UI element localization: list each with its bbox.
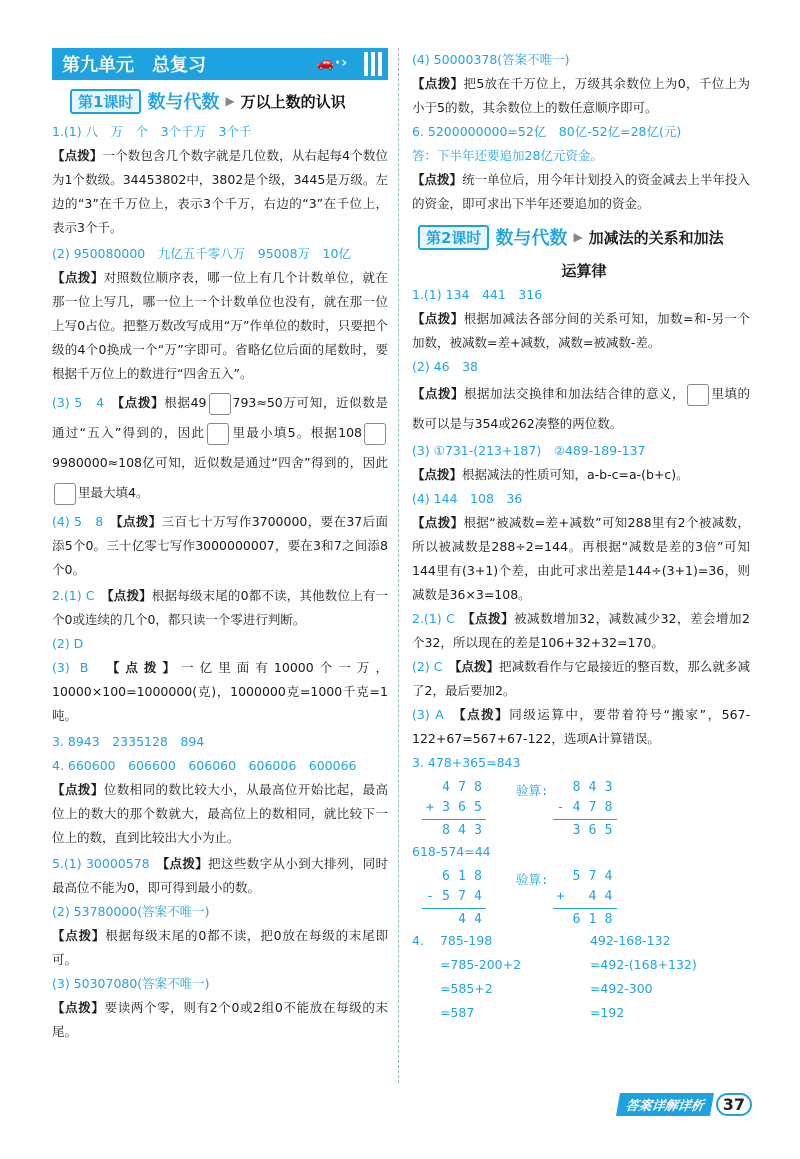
answer-q6-statement: 答：下半年还要追加28亿元资金。: [412, 148, 603, 163]
answer-l2-q3-b: 618-574=44: [412, 844, 491, 859]
answer-l2-q1-4: (4) 144 108 36: [412, 491, 523, 506]
tip-q6: 【点拨】统一单位后，用今年计划投入的资金减去上半年投入的资金，即可求出下半年还要追加的资金。: [412, 172, 750, 211]
simplification-steps: 785-198 492-168-132 =785-200+2 =492-(168+132) =585+2 =492-300 =587 =192: [439, 933, 697, 1020]
tip-q5-4: 【点拨】把5放在千万位上，万级其余数位上为0，千位上为小于5的数，其余数位上的数任意顺序即可。: [412, 76, 750, 115]
tip-l2-q2-1: 2.(1) C 【点拨】被减数增加32，减数减少32，差会增加2个32，所以现在的差是106+32+32=170。: [412, 611, 750, 650]
answer-q4: 4. 660600 606600 606060 606006 600066: [52, 758, 357, 773]
footer-label: 答案详解详析: [616, 1093, 714, 1116]
blank-box: [687, 384, 709, 406]
tip-l2-q1-2: 【点拨】根据加法交换律和加法结合律的意义， 里填的数可以是与354或262凑整的两位数。: [412, 379, 750, 439]
lesson2-subject: 数与代数: [495, 228, 568, 249]
vertical-calc-1: [422, 779, 750, 840]
tip-l2-q2-3: (3) A 【点拨】同级运算中，要带着符号“搬家”，567-122+67=567+67-122，选项A计算错误。: [412, 707, 750, 746]
answer-l2-q4: 4. 785-198 492-168-132 =785-200+2 =492-(168+132) =585+2 =492-300 =587 =192: [412, 929, 750, 1025]
tip-q5-3: 【点拨】要读两个零，则有2个0或2组0不能放在每级的末尾。: [52, 1000, 388, 1039]
page-footer: [618, 1093, 752, 1116]
answer-q1-2: (2) 950080000 九亿五千零八万 95008万 10亿: [52, 246, 351, 261]
blank-box: [54, 483, 76, 505]
answer-q5-3: (3) 50307080(答案不唯一): [52, 976, 210, 991]
answer-l2-q1-2: (2) 46 38: [412, 359, 478, 374]
tip-q4: 【点拨】位数相同的数比较大小，从最高位开始比起，最高位上的数大的那个数就大，最高位上的数相同，就比较下一位上的数，直到比较出大小为止。: [52, 782, 388, 845]
calc-verify-subtraction: 8 4 3 - 4 7 8 3 6 5: [553, 779, 617, 840]
lesson2-tag: 第2课时: [418, 225, 489, 250]
tip-q2-3: (3) B 【点拨】一亿里面有10000个一万，10000×100=1000000(克)，1000000克=1000千克=1吨。: [52, 660, 388, 723]
tip-l2-q1-4: 【点拨】根据“被减数=差+减数”可知288里有2个被减数，所以被减数是288÷2=144。再根据“减数是差的3倍”可知144里有(3+1)个差，由此可求出差是144÷(3+1)=36，则减数是36×3=108。: [412, 515, 750, 602]
tip-q5-2: 【点拨】根据每级末尾的0都不读，把0放在每级的末尾即可。: [52, 928, 388, 967]
triangle-icon: ▶: [225, 94, 235, 108]
tip-q5-1: 5.(1) 30000578 【点拨】把这些数字从小到大排列，同时最高位不能为0，即可得到最小的数。: [52, 856, 388, 895]
calc-addition: 4 7 8 + 3 6 5 8 4 3: [422, 779, 486, 840]
right-column: [412, 48, 750, 1025]
car-icon: 🚗·›: [316, 55, 348, 71]
lesson2-heading: [418, 224, 750, 281]
page-number: 37: [716, 1093, 752, 1116]
tip-q1-4: (4) 5 8 【点拨】三百七十万写作3700000，要在37后面添5个0。三十亿零七写作3000000007，要在3和7之间添8个0。: [52, 514, 388, 577]
lesson1-tag: 第1课时: [70, 89, 141, 114]
verify-label: 验算:: [516, 783, 549, 798]
answer-q5-4: (4) 50000378(答案不唯一): [412, 52, 570, 67]
column-divider: [398, 48, 399, 1083]
tip-l2-q1-3: 【点拨】根据减法的性质可知，a-b-c=a-(b+c)。: [412, 467, 689, 482]
calc-verify-addition: 5 7 4 + 4 4 6 1 8: [553, 868, 617, 929]
lesson2-topic-b: 运算律: [561, 262, 607, 280]
blank-box: [207, 423, 229, 445]
left-column: [52, 48, 388, 1044]
unit-title: 第九单元 总复习: [62, 55, 206, 76]
tip-l2-q1-1: 【点拨】根据加减法各部分间的关系可知，加数=和-另一个加数，被减数=差+减数，减数=被减数-差。: [412, 311, 750, 350]
tip-q1-1: 【点拨】一个数包含几个数字就是几位数，从右起每4个数位为1个数级。34453802中，3802是个级，3445是万级。左边的“3”在千万位上，表示3个千万，右边的“3”在千位上，表示3个千。: [52, 148, 388, 235]
lesson2-topic-a: 加减法的关系和加法: [588, 228, 724, 247]
tip-l2-q2-2: (2) C 【点拨】把减数看作与它最接近的整百数，那么就多减了2，最后要加2。: [412, 659, 750, 698]
answer-q1-1: 1.(1) 八 万 个 3个千万 3个千: [52, 124, 252, 139]
answer-l2-q3-a: 3. 478+365=843: [412, 755, 521, 770]
vertical-calc-2: [422, 868, 750, 929]
lesson1-heading: [70, 88, 388, 114]
calc-subtraction: 6 1 8 - 5 7 4 4 4: [422, 868, 486, 929]
triangle-icon: ▶: [573, 230, 583, 244]
answer-q3: 3. 8943 2335128 894: [52, 734, 205, 749]
answer-q2-2: (2) D: [52, 636, 84, 651]
lesson1-topic: 万以上数的认识: [240, 92, 346, 111]
stripes-decoration: [364, 52, 382, 76]
verify-label: 验算:: [516, 872, 549, 887]
tip-q1-3: (3) 5 4 【点拨】根据49 793≈50万可知，近似数是通过“五入”得到的，因此 里最小填5。根据1089980000≈108亿可知，近似数是通过“四舍”得到的，因此里最大填4。: [52, 388, 388, 508]
tip-q1-2: 【点拨】对照数位顺序表，哪一位上有几个计数单位，就在那一位上写几，哪一位上一个计数单位也没有，就在那一位上写0占位。把整万数改写成用“万”作单位的数时，只要把个级的4个0换成一个“万”字即可。省略亿位后面的尾数时，要根据千万位上的数进行“四舍五入”。: [52, 270, 388, 381]
blank-box: [364, 423, 386, 445]
answer-l2-q1-3: (3) ①731-(213+187) ②489-189-137: [412, 443, 646, 458]
unit-banner: [52, 48, 388, 80]
answer-l2-q1-1: 1.(1) 134 441 316: [412, 287, 543, 302]
answer-q6: 6. 5200000000=52亿 80亿-52亿=28亿(元): [412, 124, 682, 139]
blank-box: [209, 393, 231, 415]
tip-q2-1: 2.(1) C 【点拨】根据每级末尾的0都不读，其他数位上有一个0或连续的几个0，都只读一个零进行判断。: [52, 588, 388, 627]
answer-q5-2: (2) 53780000(答案不唯一): [52, 904, 210, 919]
lesson1-subject: 数与代数: [147, 92, 220, 113]
